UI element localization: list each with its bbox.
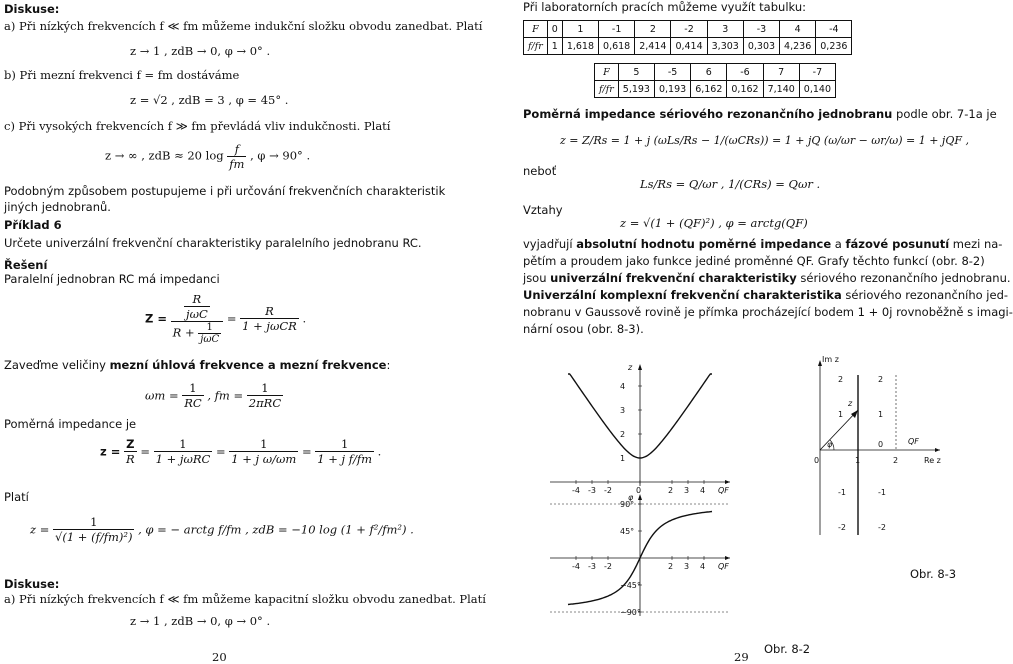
- y-tick-label: 1: [620, 454, 626, 463]
- impedance-fraction-2: [240, 304, 299, 333]
- im-axis-label: Im z: [822, 355, 839, 364]
- figure-caption-8-3: Obr. 8-3: [910, 567, 957, 581]
- z-frac-4-den: 1 + j f/fm: [317, 452, 373, 466]
- y-axis-arrow: [638, 494, 642, 500]
- table-2-cell: 5,193: [618, 81, 654, 98]
- x-axis-label: QF: [718, 562, 729, 571]
- define-paragraph: [4, 358, 390, 372]
- table-2-cell: f/fr: [595, 81, 619, 98]
- omega-m-num: 1: [182, 381, 203, 396]
- re-tick-1: 1: [855, 456, 861, 465]
- magnitude-axes: [550, 364, 730, 486]
- z-frac-2-den: 1 + jωRC: [155, 452, 211, 466]
- nebot-label: neboť: [523, 164, 557, 178]
- phi-equation: , φ = − arctg f/fm , zdB = −10 log (1 + f²/fm²) .: [138, 522, 414, 537]
- table-2-cell: F: [595, 64, 619, 81]
- im-tick-left-1: 1: [838, 410, 844, 419]
- solution-title: Řešení: [4, 258, 48, 272]
- equals-3: =: [301, 444, 312, 459]
- x-tick-label: 4: [700, 562, 706, 571]
- z-frac-3: [229, 437, 298, 466]
- z-frac-1: [124, 437, 137, 466]
- table-1-cell: f/fr: [524, 38, 548, 55]
- period-2: .: [377, 444, 382, 459]
- z-abs-frac: [53, 515, 134, 544]
- table-2-cell: 5: [618, 64, 654, 81]
- define-b: mezní úhlová frekvence a mezní frekvence: [109, 358, 387, 372]
- im-tick-left-neg1: -1: [838, 488, 846, 497]
- x-tick-label: -2: [604, 486, 612, 495]
- z-frac-3-den: 1 + j ω/ωm: [231, 452, 297, 466]
- x-tick-label: -4: [572, 486, 580, 495]
- equation-c-rhs: , φ → 90° .: [250, 148, 311, 163]
- table-1-cell: 1: [562, 21, 598, 38]
- p3b: univerzální frekvenční charakteristiky: [550, 271, 797, 285]
- equation-c-lhs: z → ∞ , zdB ≈ 20 log: [105, 148, 224, 163]
- x-axis-label: QF: [718, 486, 729, 495]
- vztahy-label: Vztahy: [523, 203, 563, 217]
- table-1-cell: 2,414: [635, 38, 671, 55]
- table-2-cell: -5: [654, 64, 690, 81]
- re-axis-label: Re z: [924, 456, 941, 465]
- item-a2: a) Při nízkých frekvencích f ≪ fm můžeme kapacitní složku obvodu zanedbat. Platí: [4, 592, 486, 606]
- x-tick-label: 2: [668, 486, 674, 495]
- table-intro: Při laboratorních pracích můžeme využít tabulku:: [523, 0, 806, 14]
- x-tick-label: -3: [588, 486, 596, 495]
- period: .: [302, 311, 307, 326]
- table-1-cell: 0,236: [816, 38, 852, 55]
- equals-1: =: [140, 444, 150, 459]
- ratio-title: Poměrná impedance je: [4, 417, 137, 431]
- paragraph-line-1: [523, 237, 1002, 251]
- x-tick-label: 3: [684, 562, 690, 571]
- table-2-row-2: [595, 81, 836, 98]
- z-abs-num: 1: [53, 515, 134, 530]
- paragraph-line-2: pětím a proudem jako funkce jediné proměnné QF. Grafy těchto funkcí (obr. 8-2): [523, 254, 985, 268]
- equation-a2: z → 1 , zdB → 0, φ → 0° .: [130, 614, 271, 628]
- p1c: a: [831, 237, 846, 251]
- re-tick-0: 0: [814, 456, 820, 465]
- figure-caption-8-2: Obr. 8-2: [764, 642, 811, 656]
- solution-text: Paralelní jednobran RC má impedanci: [4, 272, 220, 286]
- phase-chart: [540, 492, 740, 622]
- omega-m-frac: [182, 381, 203, 410]
- x-tick-label: 4: [700, 486, 706, 495]
- phi-label: φ: [827, 440, 833, 449]
- x-tick-label: 3: [684, 486, 690, 495]
- p3c: sériového rezonančního jednobranu.: [796, 271, 1011, 285]
- table-1-row-2: [524, 38, 852, 55]
- f-m-lhs: , fm =: [207, 388, 244, 403]
- im-tick-left-neg2: -2: [838, 523, 846, 532]
- equation-c: [105, 142, 310, 171]
- plati-label: Platí: [4, 490, 29, 504]
- omega-m-lhs: ωm =: [145, 388, 179, 403]
- equation-c-fraction: [227, 142, 246, 171]
- table-1-cell: 0,618: [599, 38, 635, 55]
- discussion-heading-2: Diskuse:: [4, 577, 60, 591]
- impedance-fraction-1: [171, 292, 224, 345]
- im-tick-right-2: 2: [878, 375, 884, 384]
- magnitude-ticks: [572, 363, 729, 495]
- p3a: jsou: [523, 271, 551, 285]
- table-1-cell: 0,303: [743, 38, 779, 55]
- x-axis-arrow: [725, 480, 730, 484]
- p1b: absolutní hodnotu poměrné impedance: [576, 237, 832, 251]
- similar-paragraph: Podobným způsobem postupujeme i při určování frekvenčních charakteristik jiných jednobranů.: [4, 184, 446, 214]
- vztahy-equation: z = √(1 + (QF)²) , φ = arctg(QF): [620, 216, 808, 230]
- table-2-cell: -7: [799, 64, 835, 81]
- im-tick-right-1: 1: [878, 410, 884, 419]
- complex-plane-figure: [800, 350, 950, 550]
- z-frac-3-num: 1: [229, 437, 298, 452]
- y-tick-label: 45°: [620, 527, 635, 536]
- z-frac-1-num: Z: [124, 437, 137, 452]
- ratio-title-a: Poměrná impedance sériového rezonančního jednobranu: [523, 107, 893, 121]
- example-text: Určete univerzální frekvenční charakteristiky paralelního jednobranu RC.: [4, 236, 422, 250]
- fraction-den: fm: [229, 157, 245, 171]
- table-1-cell: -3: [743, 21, 779, 38]
- item-b: b) Při mezní frekvenci f = fm dostáváme: [4, 68, 240, 82]
- f-m-num: 1: [247, 381, 283, 396]
- z-frac-4-num: 1: [315, 437, 374, 452]
- table-2-cell: 0,140: [799, 81, 835, 98]
- den-frac: [198, 322, 221, 345]
- y-tick-label: 90°: [620, 500, 635, 509]
- impedance-fraction-1-den: [171, 322, 224, 345]
- den-frac-den: jωC: [200, 334, 220, 345]
- den-prefix: R +: [172, 325, 195, 340]
- define-c: :: [386, 358, 391, 372]
- x-tick-label: -2: [604, 562, 612, 571]
- table-1-cell: 4: [780, 21, 816, 38]
- paragraph-line-6: nární osou (obr. 8-3).: [523, 322, 644, 336]
- page-number-left: 20: [212, 650, 227, 664]
- equals: =: [226, 311, 237, 326]
- z-abs-equation: [30, 515, 414, 544]
- fraction-num: f: [227, 142, 246, 157]
- ratio-title-right: [523, 107, 997, 121]
- im-tick-right-neg1: -1: [878, 488, 886, 497]
- equals-2: =: [215, 444, 226, 459]
- im-tick-right-0: 0: [878, 440, 884, 449]
- x-tick-label: -3: [588, 562, 596, 571]
- y-tick-label: 2: [620, 430, 626, 439]
- paragraph-line-5: nobranu v Gaussově rovině je přímka procházející bodem 1 + 0j rovnoběžně s imagi-: [523, 305, 1013, 319]
- table-2-cell: 6,162: [691, 81, 727, 98]
- table-2-cell: -6: [727, 64, 763, 81]
- inner-num: R: [184, 292, 210, 307]
- z-abs-lhs: z =: [30, 522, 50, 537]
- p1a: vyjadřují: [523, 237, 577, 251]
- impedance-lhs: Z =: [145, 311, 167, 326]
- y-axis-arrow: [638, 364, 642, 370]
- y-tick-label: 4: [620, 382, 626, 391]
- p1d: fázové posunutí: [845, 237, 950, 251]
- page-number-right: 29: [734, 650, 749, 664]
- discussion-heading: Diskuse:: [4, 2, 60, 16]
- table-2-cell: 6: [691, 64, 727, 81]
- p1e: mezi na-: [949, 237, 1003, 251]
- item-c: c) Při vysokých frekvencích f ≫ fm převládá vliv indukčnosti. Platí: [4, 119, 391, 133]
- paragraph-line-4: [523, 288, 1008, 302]
- f-m-frac: [247, 381, 283, 410]
- x-tick-label: 2: [668, 562, 674, 571]
- frequency-table-2: [594, 63, 836, 98]
- table-1-cell: 2: [635, 21, 671, 38]
- x-axis-arrow: [725, 556, 730, 560]
- z-frac-1-den: R: [126, 452, 135, 466]
- table-2-cell: 7: [763, 64, 799, 81]
- y-axis-label: φ: [628, 493, 634, 502]
- inner-den: jωC: [186, 307, 208, 321]
- z-lhs: z =: [100, 444, 121, 459]
- series-z-equation: z = Z/Rs = 1 + j (ωLs/Rs − 1/(ωCRs)) = 1 + jQ (ω/ωr − ωr/ω) = 1 + jQF ,: [560, 134, 969, 147]
- table-2-cell: 0,193: [654, 81, 690, 98]
- table-1-cell: 3: [707, 21, 743, 38]
- x-tick-label: -4: [572, 562, 580, 571]
- magnitude-chart: [540, 362, 740, 495]
- omega-m-equation: [145, 381, 283, 410]
- table-1-cell: 0: [547, 21, 562, 38]
- impedance-equation: [145, 292, 306, 345]
- impedance-fraction-2-den: 1 + jωCR: [242, 319, 297, 333]
- p4b: sériového rezonančního jed-: [841, 288, 1009, 302]
- equation-b: z = √2 , zdB = 3 , φ = 45° .: [130, 93, 289, 107]
- impedance-fraction-1-num: [171, 292, 224, 322]
- table-1-row-1: [524, 21, 852, 38]
- z-frac-2: [154, 437, 213, 466]
- table-1-cell: -4: [816, 21, 852, 38]
- qf-label: QF: [908, 437, 919, 446]
- z-frac-2-num: 1: [154, 437, 213, 452]
- y-axis-label: z: [628, 363, 633, 372]
- table-1-cell: F: [524, 21, 548, 38]
- inner-frac: [184, 292, 210, 321]
- y-tick-label: −45°: [620, 581, 641, 590]
- define-a: Zaveďme veličiny: [4, 358, 110, 372]
- equation-a: z → 1 , zdB → 0, φ → 0° .: [130, 44, 271, 58]
- frequency-table-1: [523, 20, 852, 55]
- z-frac-4: [315, 437, 374, 466]
- re-tick-2: 2: [893, 456, 899, 465]
- table-1-cell: 3,303: [707, 38, 743, 55]
- nebot-equation: Ls/Rs = Q/ωr , 1/(CRs) = Qωr .: [640, 177, 821, 191]
- z-abs-den: √(1 + (f/fm)²): [55, 530, 133, 544]
- table-1-cell: -1: [599, 21, 635, 38]
- table-2-cell: 7,140: [763, 81, 799, 98]
- point-z-label: z: [848, 399, 853, 408]
- table-2-row-1: [595, 64, 836, 81]
- im-tick-left-2: 2: [838, 375, 844, 384]
- f-m-den: 2πRC: [248, 396, 282, 410]
- impedance-fraction-2-num: R: [240, 304, 299, 319]
- z-equation: [100, 437, 381, 466]
- ratio-title-b: podle obr. 7-1a je: [892, 107, 997, 121]
- y-tick-label: 3: [620, 406, 626, 415]
- table-2-cell: 0,162: [727, 81, 763, 98]
- y-tick-label: −90°: [620, 608, 641, 617]
- item-a: a) Při nízkých frekvencích f ≪ fm můžeme indukční složku obvodu zanedbat. Platí: [4, 19, 483, 33]
- im-tick-right-neg2: -2: [878, 523, 886, 532]
- paragraph-line-3: [523, 271, 1011, 285]
- example-title: Příklad 6: [4, 218, 62, 232]
- table-1-cell: 1: [547, 38, 562, 55]
- omega-m-den: RC: [184, 396, 202, 410]
- table-1-cell: 0,414: [671, 38, 707, 55]
- p4a: Univerzální komplexní frekvenční charakteristika: [523, 288, 842, 302]
- real-axis-arrow: [935, 448, 940, 452]
- table-1-cell: 1,618: [562, 38, 598, 55]
- table-1-cell: 4,236: [780, 38, 816, 55]
- table-1-cell: -2: [671, 21, 707, 38]
- x-tick-label: 0: [636, 486, 642, 495]
- den-frac-num: 1: [198, 322, 221, 334]
